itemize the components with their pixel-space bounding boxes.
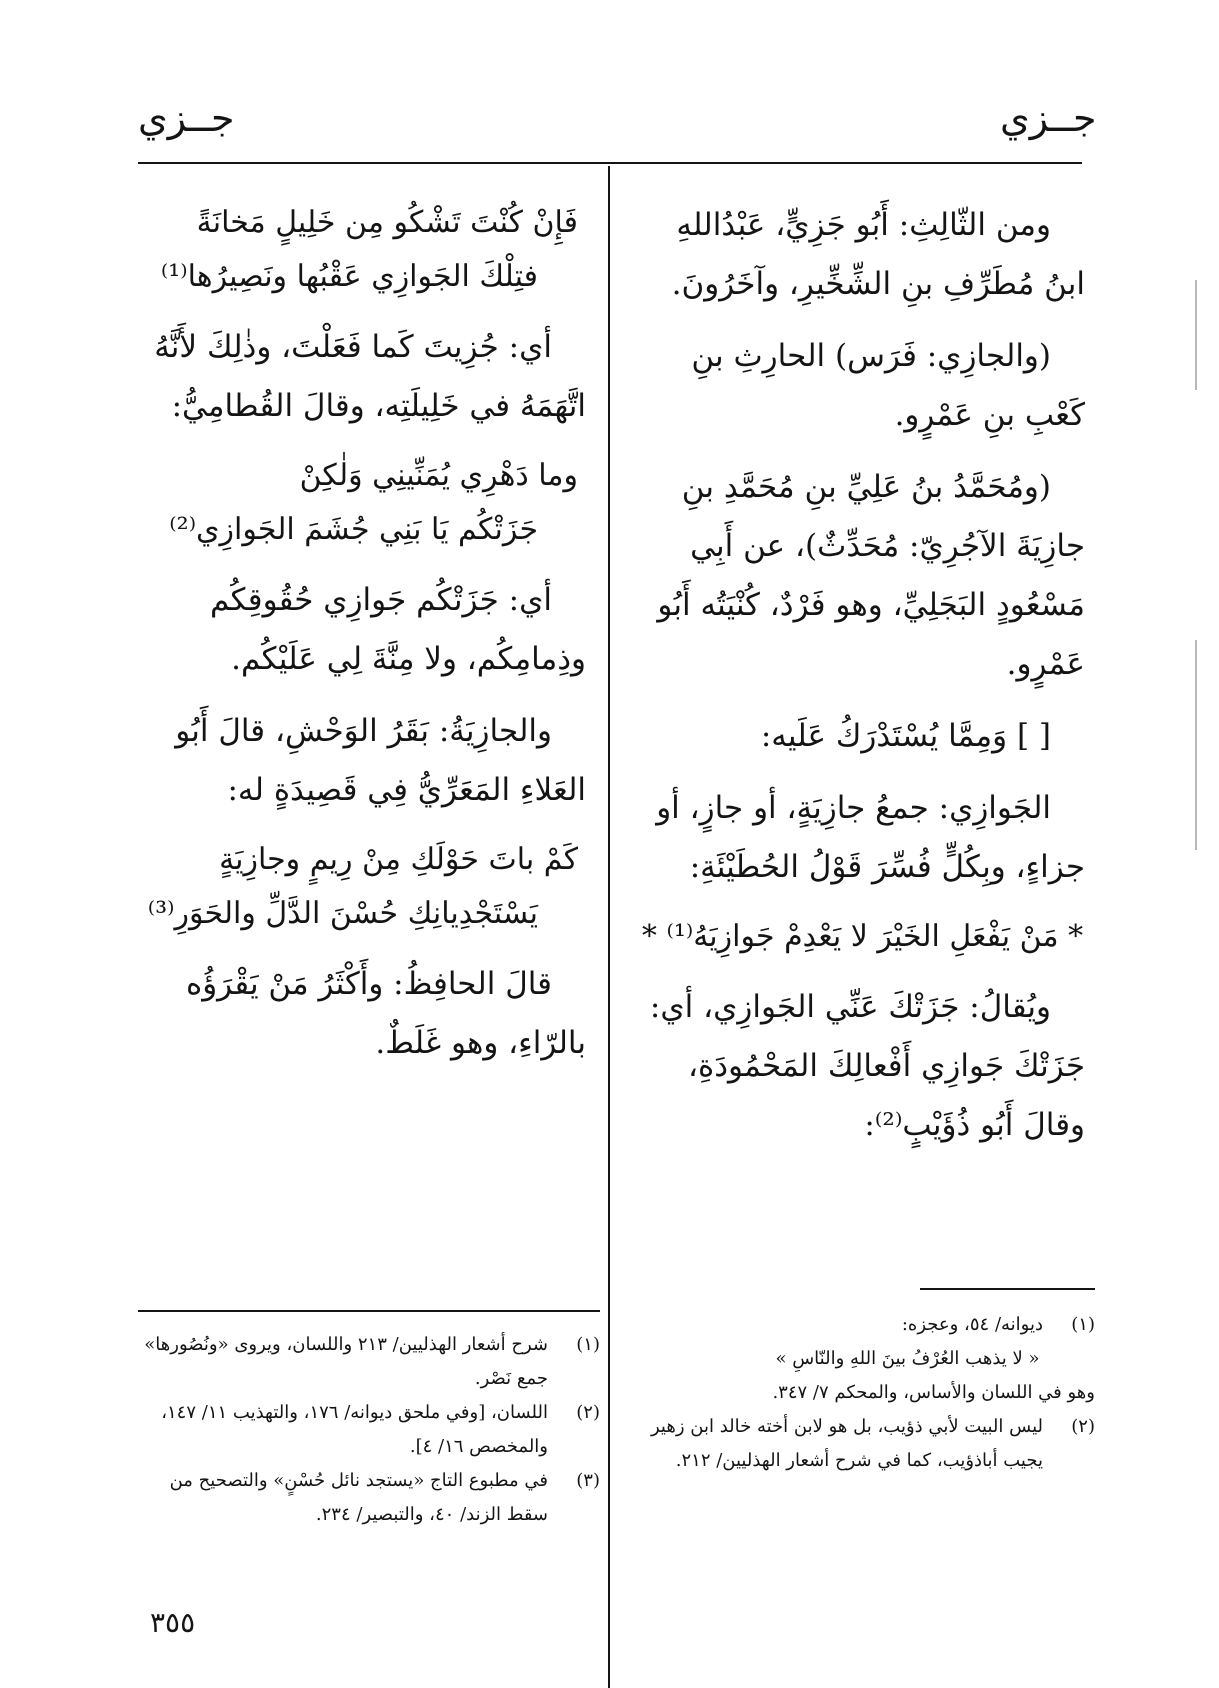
verse-hemistich: يَسْتَجْدِيانِكِ حُسْنَ الدَّلِّ والحَوَرِ⁽³⁾ <box>147 896 538 931</box>
paragraph: ويُقالُ: جَزَتْكَ عَنِّي الجَوازِي، أي: جَزَتْكَ جَوازِي أَفْعالِكَ المَحْمُودَةِ، وقالَ أَبُو ذُؤَيْبٍ⁽²⁾: <box>649 989 1085 1143</box>
left-column <box>138 196 586 1086</box>
footnote-text: وهو في اللسان والأساس، والمحكم ٧/ ٣٤٧. <box>772 1382 1095 1403</box>
scan-edge-mark <box>1195 280 1197 390</box>
footnote <box>138 1396 600 1464</box>
scan-edge-mark <box>1195 640 1197 850</box>
footnote-number: (٢) <box>576 1402 600 1423</box>
verse-hemistich: جَزَتْكُم يَا بَنِي جُشَمَ الجَوازِي⁽²⁾ <box>169 512 538 547</box>
verse-hemistich: كَمْ باتَ حَوْلَكِ مِنْ رِيمٍ وجازِيَةٍ <box>219 842 578 877</box>
footnote-number: (٣) <box>576 1470 600 1491</box>
paragraph: (ومُحَمَّدُ بنُ عَلِيِّ بنِ مُحَمَّدِ بنِ جازِيَةَ الآجُرِيّ: مُحَدِّثٌ)، عن أَبِي مَسْعُودٍ البَجَلِيِّ، وهو فَرْدٌ، كُنْيَتُه أَبُو عَمْرٍو. <box>657 469 1085 682</box>
page-number: ٣٥٥ <box>150 1606 196 1639</box>
paragraph: والجازِيَةُ: بَقَرُ الوَحْشِ، قالَ أَبُو العَلاءِ المَعَرِّيُّ فِي قَصِيدَةٍ له: <box>175 713 586 808</box>
footnotes-left <box>138 1328 600 1532</box>
column-divider <box>608 166 610 1688</box>
footnote-rule <box>138 1310 600 1312</box>
right-column <box>640 196 1085 1168</box>
paragraph: الجَوازِي: جمعُ جازِيَةٍ، أو جازٍ، أو جزاءٍ، وبِكُلٍّ فُسِّرَ قَوْلُ الحُطَيْئَةِ: <box>656 790 1085 885</box>
footnotes-right <box>640 1308 1095 1478</box>
paragraph: ومن الثّالِثِ: أَبُو جَزِيٍّ، عَبْدُاللهِ ابنُ مُطَرِّفِ بنِ الشِّخِّيرِ، وآخَرُونَ. <box>671 207 1085 302</box>
header-rule <box>138 162 1082 164</box>
verse-hemistich: فتِلْكَ الجَوازِي عَقْبُها ونَصِيرُها⁽¹⁾ <box>160 259 538 294</box>
verse <box>138 833 586 941</box>
footnote-text: شرح أشعار الهذليين/ ٢١٣ واللسان، ويروى «ونُصُورها» جمع نَصْر. <box>144 1334 548 1389</box>
paragraph: [ ] وَمِمَّا يُسْتَدْرَكُ عَلَيه: <box>760 718 1051 754</box>
verse-hemistich: وما دَهْرِي يُمَنِّينِي وَلٰكِنْ <box>299 458 578 493</box>
paragraph: (والجازِي: فَرَس) الحارِثِ بنِ كَعْبِ بنِ عَمْرٍو. <box>691 338 1085 433</box>
paragraph: أي: جَزَتْكُم جَوازِي حُقُوقِكُم وذِمامِكُم، ولا مِنَّةَ لِي عَلَيْكُم. <box>210 582 586 677</box>
verse-hemistich: فَإِنْ كُنْتَ تَشْكُو مِن خَلِيلٍ مَخانَةً <box>196 205 578 240</box>
verse <box>138 449 586 557</box>
footnote-number: (١) <box>1071 1314 1095 1335</box>
footnote <box>640 1410 1095 1478</box>
footnote <box>138 1464 600 1532</box>
footnote <box>138 1328 600 1396</box>
verse <box>138 196 586 304</box>
footnote <box>640 1308 1095 1342</box>
footnote-number: (٢) <box>1071 1416 1095 1437</box>
paragraph: قالَ الحافِظُ: وأَكْثَرُ مَنْ يَقْرَؤُه بالرّاءِ، وهو غَلَطٌ. <box>185 966 586 1061</box>
header-left-title: جــزي <box>138 96 235 140</box>
footnote-text: ديوانه/ ٥٤، وعجزه: <box>901 1314 1043 1335</box>
footnote-text: ليس البيت لأبي ذؤيب، بل هو لابن أخته خالد ابن زهير يجيب أباذؤيب، كما في شرح أشعار الهذليين/ ٢١٢. <box>650 1416 1043 1471</box>
footnote-rule <box>920 1288 1095 1290</box>
header-right-title: جــزي <box>1000 96 1097 140</box>
verse-line: * مَنْ يَفْعَلِ الخَيْرَ لا يَعْدِمْ جَوازِيَهُ⁽¹⁾ * <box>641 919 1084 954</box>
footnote-text: في مطبوع التاج «يستجد نائل حُسْنٍ» والتصحيح من سقط الزند/ ٤٠، والتبصير/ ٢٣٤. <box>169 1470 548 1525</box>
footnote-quote: « لا يذهب العُرْفُ بينَ اللهِ والنّاسِ » <box>775 1348 1040 1369</box>
footnote-text: اللسان، [وفي ملحق ديوانه/ ١٧٦، والتهذيب ١١/ ١٤٧، والمخصص ١٦/ ٤]. <box>161 1402 548 1457</box>
paragraph: أي: جُزِيتَ كَما فَعَلْتَ، وذٰلِكَ لأَنَّهُ اتَّهَمَهُ في خَلِيلَتِه، وقالَ القُطامِيُّ: <box>154 329 586 424</box>
footnote-number: (١) <box>576 1334 600 1355</box>
